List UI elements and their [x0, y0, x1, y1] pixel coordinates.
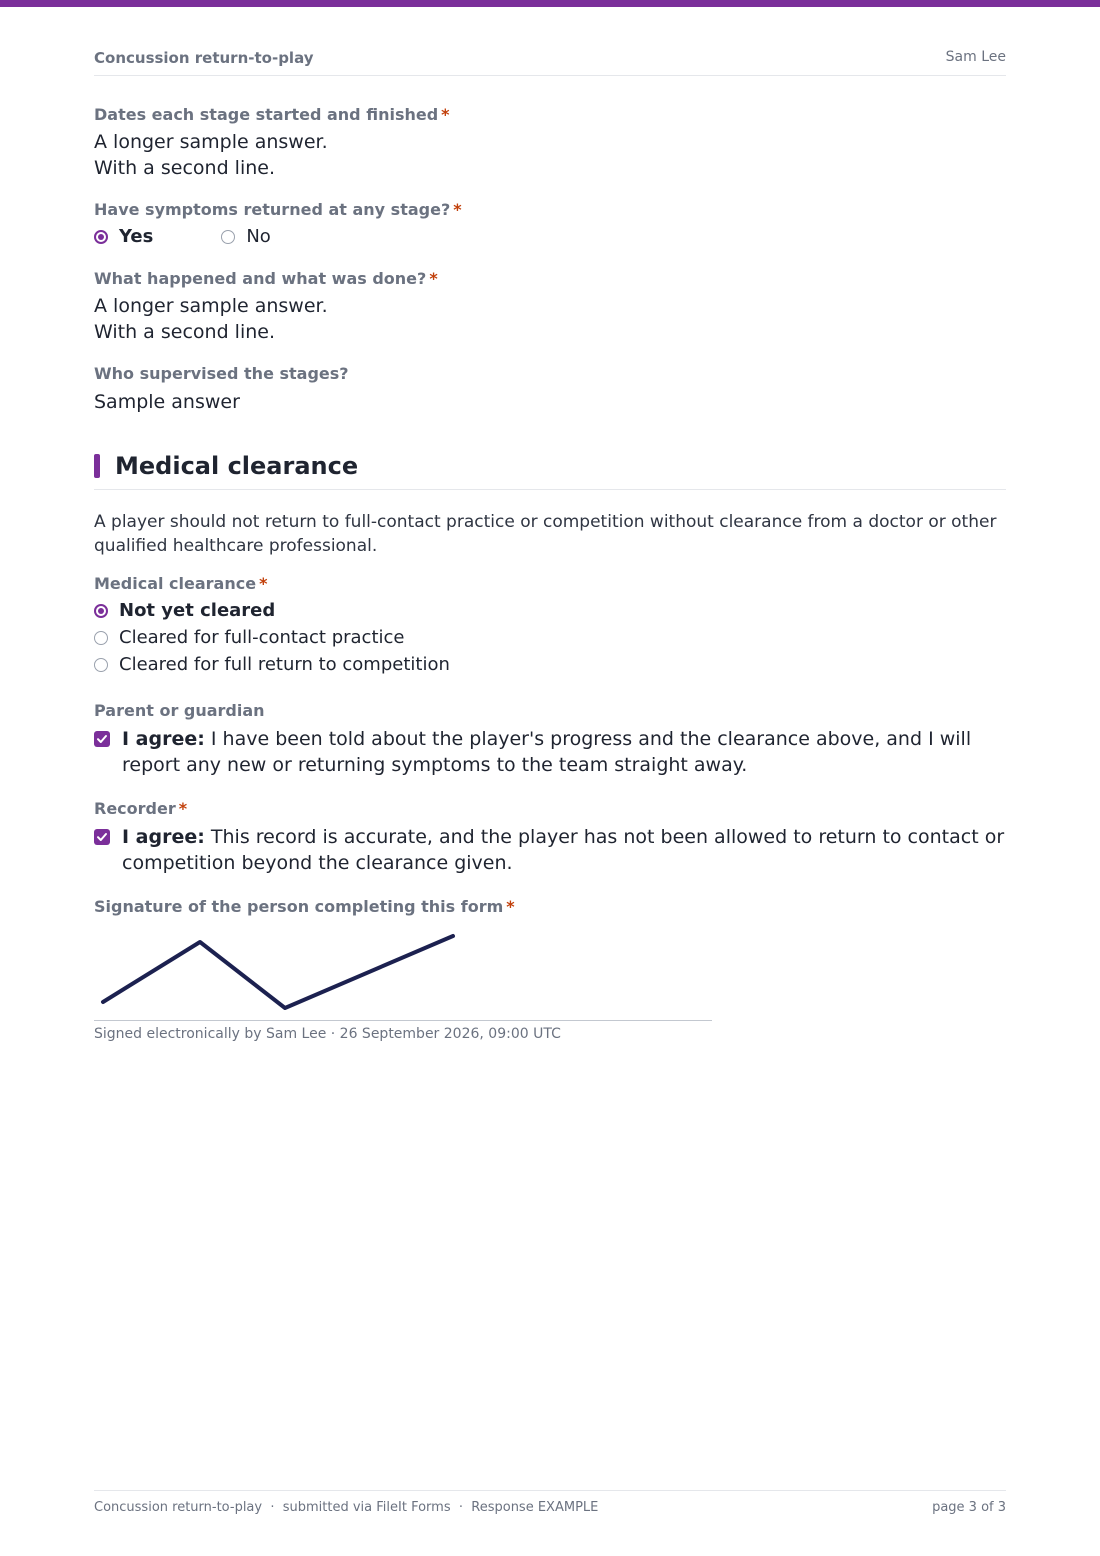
- accent-top-bar: [0, 0, 1100, 7]
- agree-prefix: I agree:: [122, 826, 205, 848]
- radio-selected-icon[interactable]: [94, 604, 108, 618]
- section-title-text: Medical clearance: [115, 452, 359, 480]
- question-signature: [94, 896, 1006, 1042]
- radio-label: Cleared for full-contact practice: [119, 626, 405, 648]
- signature-box: [94, 924, 712, 1021]
- question-label: Parent or guardian: [94, 701, 265, 720]
- radio-label: Not yet cleared: [119, 599, 276, 621]
- symptoms-radio-group: [94, 223, 1006, 250]
- question-label: What happened and what was done?: [94, 269, 427, 288]
- question-parent-guardian: [94, 700, 1006, 778]
- answer-text: Sample answer: [94, 391, 240, 413]
- section-description: A player should not return to full-contact practice or competition without clearance from a doctor or other qualified healthcare professional.: [94, 512, 997, 556]
- page-number: page 3 of 3: [932, 1500, 1006, 1515]
- parent-agree-checkbox-row[interactable]: [94, 726, 1006, 778]
- question-what-happened: [94, 268, 1006, 345]
- radio-unselected-icon[interactable]: [94, 658, 108, 672]
- footer-text: Concussion return-to-play · submitted via FileIt Forms · Response EXAMPLE: [94, 1500, 599, 1515]
- question-label: Have symptoms returned at any stage?: [94, 200, 451, 219]
- radio-option-yes[interactable]: [94, 226, 153, 247]
- section-title: [94, 449, 1006, 490]
- radio-selected-icon[interactable]: [94, 230, 108, 244]
- agree-text: This record is accurate, and the player has not been allowed to return to contact or competition beyond the clearance given.: [122, 826, 1005, 874]
- question-label: Medical clearance: [94, 574, 257, 593]
- question-symptoms: [94, 199, 1006, 250]
- required-marker: *: [506, 897, 515, 916]
- answer-text: A longer sample answer. With a second line.: [94, 131, 328, 179]
- radio-option-not-yet-cleared[interactable]: [94, 597, 1006, 624]
- user-name: Sam Lee: [945, 49, 1006, 65]
- radio-unselected-icon[interactable]: [221, 230, 235, 244]
- radio-label: No: [246, 226, 271, 247]
- page-header: [94, 48, 1006, 76]
- question-medical-clearance: [94, 573, 1006, 678]
- signature-caption: Signed electronically by Sam Lee · 26 September 2026, 09:00 UTC: [94, 1026, 561, 1042]
- question-label: Signature of the person completing this form: [94, 897, 504, 916]
- question-supervised: [94, 363, 1006, 415]
- recorder-agree-checkbox-row[interactable]: [94, 824, 1006, 876]
- question-label: Dates each stage started and finished: [94, 105, 439, 124]
- radio-unselected-icon[interactable]: [94, 631, 108, 645]
- radio-label: Yes: [119, 226, 154, 247]
- question-dates: [94, 104, 1006, 181]
- required-marker: *: [178, 799, 188, 818]
- question-label: Recorder: [94, 799, 176, 818]
- checkbox-checked-icon[interactable]: [94, 731, 110, 747]
- answer-text: A longer sample answer. With a second line.: [94, 295, 328, 343]
- required-marker: *: [441, 105, 450, 124]
- required-marker: *: [259, 574, 268, 593]
- signature-drawing: [94, 924, 712, 1020]
- radio-option-no[interactable]: [221, 226, 270, 247]
- radio-option-cleared-practice[interactable]: [94, 624, 1006, 651]
- clearance-radio-group: [94, 597, 1006, 678]
- radio-option-cleared-competition[interactable]: [94, 651, 1006, 678]
- agree-text: I have been told about the player's progress and the clearance above, and I will report any new or returning symptoms to the team straight away.: [122, 728, 972, 776]
- agree-prefix: I agree:: [122, 728, 205, 750]
- question-label: Who supervised the stages?: [94, 364, 349, 383]
- question-recorder: [94, 798, 1006, 876]
- page-footer: [94, 1490, 1006, 1515]
- checkbox-checked-icon[interactable]: [94, 829, 110, 845]
- form-title: Concussion return-to-play: [94, 49, 314, 67]
- form-content: [94, 104, 1006, 1042]
- radio-label: Cleared for full return to competition: [119, 653, 450, 675]
- required-marker: *: [429, 269, 438, 288]
- required-marker: *: [453, 200, 462, 219]
